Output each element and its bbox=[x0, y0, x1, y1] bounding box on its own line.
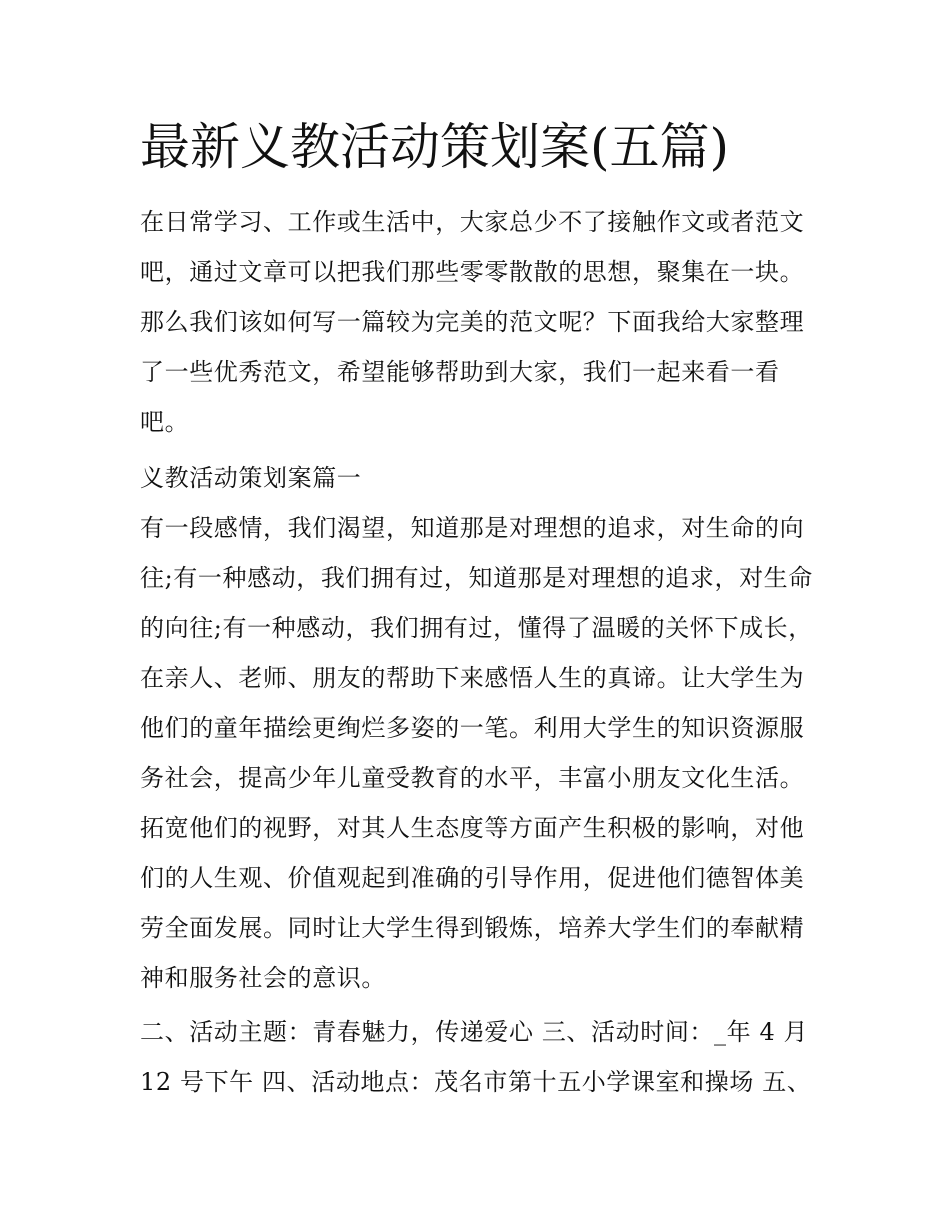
body-paragraph: 二、活动主题：青春魅力，传递爱心 三、活动时间：_年 4 月 12 号下午 四、活动地点：茂名市第十五小学课室和操场 五、 bbox=[140, 1018, 812, 1096]
body-paragraph: 有一段感情，我们渴望，知道那是对理想的追求，对生命的向往;有一种感动，我们拥有过，知道那是对理想的追求，对生命的向往;有一种感动，我们拥有过，懂得了温暖的关怀下成长，在亲人、老师、朋友的帮助下来感悟人生的真谛。让大学生为他们的童年描绘更绚烂多姿的一笔。利用大学生的知识资源服务社会，提高少年儿童受教育的水平，丰富小朋友文化生活。拓宽他们的视野，对其人生态度等方面产生积极的影响，对他们的人生观、价值观起到准确的引导作用，促进他们德智体美劳全面发展。同时让大学生得到锻炼，培养大学生们的奉献精神和服务社会的意识。 bbox=[140, 514, 813, 992]
intro-paragraph: 在日常学习、工作或生活中，大家总少不了接触作文或者范文吧，通过文章可以把我们那些零零散散的思想，聚集在一块。那么我们该如何写一篇较为完美的范文呢？下面我给大家整理了一些优秀范文，希望能够帮助到大家，我们一起来看一看吧。 bbox=[140, 208, 805, 436]
section-heading: 义教活动策划案篇一 bbox=[140, 464, 362, 492]
document-title: 最新义教活动策划案(五篇) bbox=[140, 118, 730, 176]
